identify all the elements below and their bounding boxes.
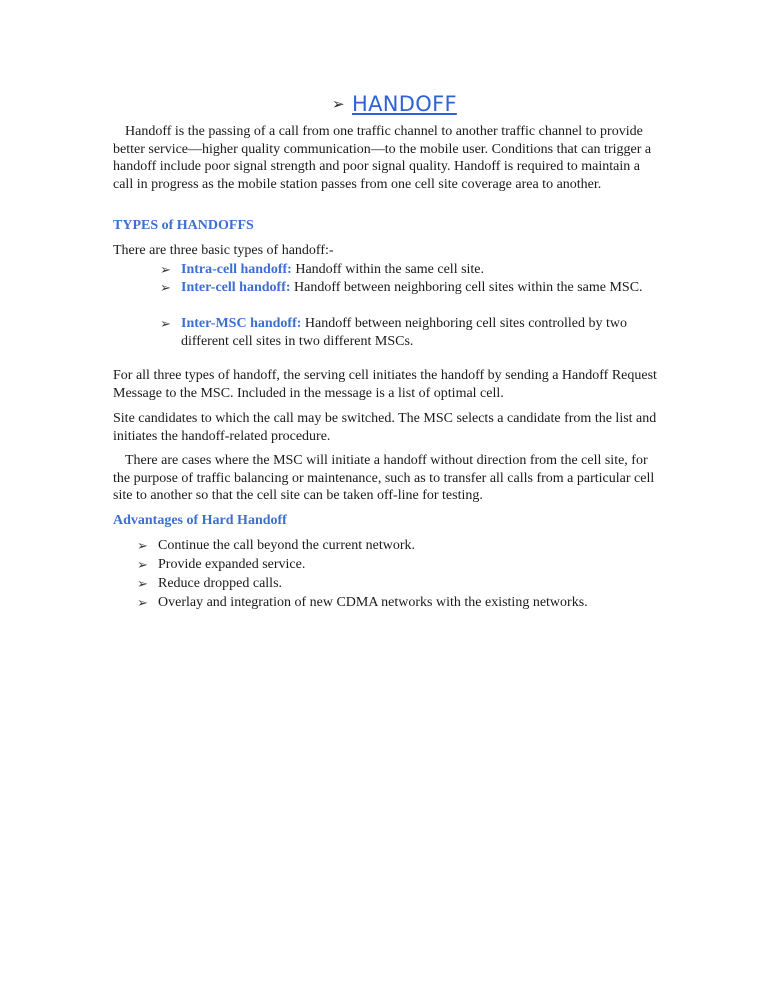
arrow-bullet-icon: ➢	[137, 576, 148, 591]
paragraph-all-three: For all three types of handoff, the serving cell initiates the handoff by sending a Handoff Request Message to the MSC. Included in the message is a list of optimal cell.	[113, 368, 657, 401]
advantages-heading: Advantages of Hard Handoff	[113, 513, 287, 528]
intro-paragraph: Handoff is the passing of a call from one traffic channel to another traffic channel to provide better service—higher quality communication—to the mobile user. Conditions that can trigger a handoff include poor signal strength and poor signal quality. Handoff is required to maintain a call in progress as the mobile station passes from one cell site coverage area to another.	[113, 124, 652, 192]
list-item: Provide expanded service.	[158, 557, 306, 572]
term-label: Inter-cell handoff:	[181, 280, 291, 295]
title-text: HANDOFF	[352, 92, 457, 116]
arrow-bullet-icon: ➢	[160, 316, 171, 331]
types-heading: TYPES of HANDOFFS	[113, 218, 254, 233]
term-label: Intra-cell handoff:	[181, 262, 292, 277]
arrow-bullet-icon: ➢	[160, 262, 171, 277]
term-description: Handoff between neighboring cell sites controlled by two different cell sites in two different MSCs.	[181, 316, 627, 349]
arrow-bullet-icon: ➢	[332, 95, 345, 113]
arrow-bullet-icon: ➢	[137, 595, 148, 610]
term-label: Inter-MSC handoff:	[181, 316, 302, 331]
list-item-inter-cell	[181, 279, 651, 297]
types-intro: There are three basic types of handoff:-	[113, 243, 334, 258]
paragraph-msc-cases: There are cases where the MSC will initiate a handoff without direction from the cell site, for the purpose of traffic balancing or maintenance, such as to transfer all calls from a particular cell site to another so that the cell site can be taken off-line for testing.	[113, 453, 655, 503]
page-title	[332, 90, 532, 120]
arrow-bullet-icon: ➢	[160, 280, 171, 295]
term-description: Handoff within the same cell site.	[291, 262, 485, 277]
paragraph-site-candidates: Site candidates to which the call may be switched. The MSC selects a candidate from the list and initiates the handoff-related procedure.	[113, 411, 657, 444]
list-item: Continue the call beyond the current network.	[158, 538, 415, 553]
list-item: Overlay and integration of new CDMA networks with the existing networks.	[158, 595, 588, 610]
arrow-bullet-icon: ➢	[137, 538, 148, 553]
arrow-bullet-icon: ➢	[137, 557, 148, 572]
list-item: Reduce dropped calls.	[158, 576, 283, 591]
term-description: Handoff between neighboring cell sites within the same MSC.	[290, 280, 643, 295]
list-item-intra-cell	[181, 261, 661, 279]
list-item-inter-msc	[181, 315, 651, 351]
